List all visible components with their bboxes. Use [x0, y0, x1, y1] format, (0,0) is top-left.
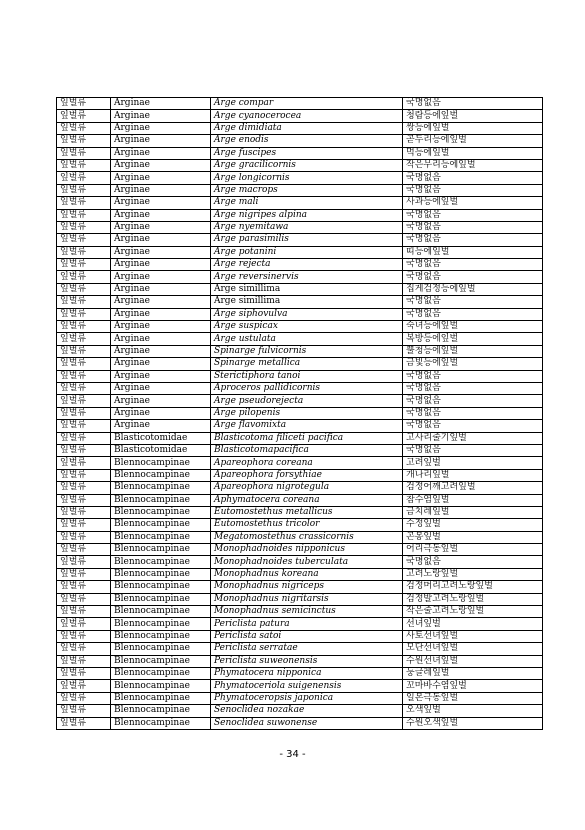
- korean-name-cell: 국명없음: [403, 172, 543, 184]
- korean-name-cell: 국명없음: [403, 444, 543, 456]
- table-row: [57, 457, 543, 469]
- species-name-cell: Aproceros pallidicornis: [211, 382, 403, 394]
- korean-name-cell: 개나리잎벌: [403, 469, 543, 481]
- species-name-cell: Monophadnoides nipponicus: [211, 544, 403, 556]
- group-cell: 잎벌류: [57, 457, 111, 469]
- table-row: [57, 98, 543, 110]
- species-name-cell: Arge nigripes alpina: [211, 209, 403, 221]
- species-name-cell: Eutomostethus tricolor: [211, 519, 403, 531]
- species-name-cell: Periclista patura: [211, 618, 403, 630]
- species-name-cell: Spinarge fulvicornis: [211, 345, 403, 357]
- subfamily-cell: Blennocampinae: [111, 692, 211, 704]
- table-row: [57, 593, 543, 605]
- korean-name-cell: 수정잎벌: [403, 519, 543, 531]
- subfamily-cell: Arginae: [111, 122, 211, 134]
- table-row: [57, 333, 543, 345]
- table-row: [57, 271, 543, 283]
- group-cell: 잎벌류: [57, 259, 111, 271]
- group-cell: 잎벌류: [57, 643, 111, 655]
- subfamily-cell: Blennocampinae: [111, 717, 211, 729]
- group-cell: 잎벌류: [57, 705, 111, 717]
- species-name-cell: Arge siphovulva: [211, 308, 403, 320]
- subfamily-cell: Arginae: [111, 407, 211, 419]
- subfamily-cell: Blennocampinae: [111, 544, 211, 556]
- species-name-cell: Eutomostethus metallicus: [211, 506, 403, 518]
- group-cell: 잎벌류: [57, 667, 111, 679]
- group-cell: 잎벌류: [57, 395, 111, 407]
- group-cell: 잎벌류: [57, 382, 111, 394]
- korean-name-cell: 뿔청등에잎벌: [403, 345, 543, 357]
- korean-name-cell: 국명없음: [403, 271, 543, 283]
- subfamily-cell: Arginae: [111, 246, 211, 258]
- table-row: [57, 667, 543, 679]
- group-cell: 잎벌류: [57, 407, 111, 419]
- group-cell: 잎벌류: [57, 296, 111, 308]
- table-row: [57, 221, 543, 233]
- korean-name-cell: 국명없음: [403, 234, 543, 246]
- subfamily-cell: Blennocampinae: [111, 506, 211, 518]
- species-name-cell: Arge ustulata: [211, 333, 403, 345]
- group-cell: 잎벌류: [57, 135, 111, 147]
- subfamily-cell: Arginae: [111, 197, 211, 209]
- species-name-cell: Arge cyanocerocea: [211, 110, 403, 122]
- species-name-cell: Monophadnus nigriceps: [211, 581, 403, 593]
- subfamily-cell: Blennocampinae: [111, 606, 211, 618]
- table-row: [57, 184, 543, 196]
- korean-name-cell: 사과등에잎벌: [403, 197, 543, 209]
- group-cell: 잎벌류: [57, 159, 111, 171]
- group-cell: 잎벌류: [57, 370, 111, 382]
- species-name-cell: Periclista suweonensis: [211, 655, 403, 667]
- table-row: [57, 246, 543, 258]
- subfamily-cell: Arginae: [111, 382, 211, 394]
- species-name-cell: Arge compar: [211, 98, 403, 110]
- subfamily-cell: Arginae: [111, 172, 211, 184]
- subfamily-cell: Blasticotomidae: [111, 444, 211, 456]
- species-name-cell: Arge dimidiata: [211, 122, 403, 134]
- korean-name-cell: 수원선녀잎벌: [403, 655, 543, 667]
- group-cell: 잎벌류: [57, 519, 111, 531]
- subfamily-cell: Arginae: [111, 221, 211, 233]
- subfamily-cell: Arginae: [111, 271, 211, 283]
- species-table: [56, 97, 543, 730]
- subfamily-cell: Blennocampinae: [111, 581, 211, 593]
- group-cell: 잎벌류: [57, 122, 111, 134]
- group-cell: 잎벌류: [57, 271, 111, 283]
- table-row: [57, 544, 543, 556]
- korean-name-cell: 먹등에잎벌: [403, 147, 543, 159]
- species-name-cell: Aphymatocera coreana: [211, 494, 403, 506]
- group-cell: 잎벌류: [57, 246, 111, 258]
- table-row: [57, 519, 543, 531]
- korean-name-cell: 꼬마바수염잎벌: [403, 680, 543, 692]
- korean-name-cell: 곤봉잎벌: [403, 531, 543, 543]
- subfamily-cell: Arginae: [111, 147, 211, 159]
- species-name-cell: Arge reversinervis: [211, 271, 403, 283]
- subfamily-cell: Arginae: [111, 110, 211, 122]
- subfamily-cell: Arginae: [111, 234, 211, 246]
- subfamily-cell: Arginae: [111, 98, 211, 110]
- subfamily-cell: Arginae: [111, 184, 211, 196]
- subfamily-cell: Blennocampinae: [111, 519, 211, 531]
- korean-name-cell: 숙녀등에잎벌: [403, 321, 543, 333]
- korean-name-cell: 작은무리등에잎벌: [403, 159, 543, 171]
- group-cell: 잎벌류: [57, 345, 111, 357]
- species-name-cell: Arge flavomixta: [211, 420, 403, 432]
- group-cell: 잎벌류: [57, 444, 111, 456]
- korean-name-cell: 국명없음: [403, 420, 543, 432]
- korean-name-cell: 모단선녀잎벌: [403, 643, 543, 655]
- korean-name-cell: 선녀잎벌: [403, 618, 543, 630]
- table-row: [57, 482, 543, 494]
- species-name-cell: Spinarge metallica: [211, 358, 403, 370]
- species-name-cell: Senoclidea nozakae: [211, 705, 403, 717]
- table-row: [57, 705, 543, 717]
- subfamily-cell: Blennocampinae: [111, 667, 211, 679]
- group-cell: 잎벌류: [57, 469, 111, 481]
- korean-name-cell: 일본극동잎벌: [403, 692, 543, 704]
- species-name-cell: Monophadnoides tuberculata: [211, 556, 403, 568]
- species-name-cell: Apareophora nigrotegula: [211, 482, 403, 494]
- table-row: [57, 135, 543, 147]
- subfamily-cell: Arginae: [111, 159, 211, 171]
- table-row: [57, 630, 543, 642]
- group-cell: 잎벌류: [57, 98, 111, 110]
- korean-name-cell: 국명없음: [403, 98, 543, 110]
- subfamily-cell: Arginae: [111, 296, 211, 308]
- subfamily-cell: Blennocampinae: [111, 630, 211, 642]
- group-cell: 잎벌류: [57, 308, 111, 320]
- subfamily-cell: Blennocampinae: [111, 494, 211, 506]
- group-cell: 잎벌류: [57, 717, 111, 729]
- subfamily-cell: Arginae: [111, 395, 211, 407]
- group-cell: 잎벌류: [57, 432, 111, 444]
- species-name-cell: Monophadnus nigritarsis: [211, 593, 403, 605]
- subfamily-cell: Blennocampinae: [111, 457, 211, 469]
- table-row: [57, 159, 543, 171]
- species-name-cell: Arge longicornis: [211, 172, 403, 184]
- korean-name-cell: 국명없음: [403, 209, 543, 221]
- subfamily-cell: Blennocampinae: [111, 531, 211, 543]
- korean-name-cell: 국명없음: [403, 370, 543, 382]
- table-row: [57, 234, 543, 246]
- table-row: [57, 345, 543, 357]
- table-row: [57, 531, 543, 543]
- species-name-cell: Arge pseudorejecta: [211, 395, 403, 407]
- species-name-cell: Arge gracilicornis: [211, 159, 403, 171]
- subfamily-cell: Arginae: [111, 308, 211, 320]
- species-name-cell: Arge mali: [211, 197, 403, 209]
- group-cell: 잎벌류: [57, 606, 111, 618]
- group-cell: 잎벌류: [57, 110, 111, 122]
- table-row: [57, 643, 543, 655]
- table-row: [57, 197, 543, 209]
- korean-name-cell: 검정어깨고려잎벌: [403, 482, 543, 494]
- subfamily-cell: Blennocampinae: [111, 618, 211, 630]
- group-cell: 잎벌류: [57, 680, 111, 692]
- korean-name-cell: 국명없음: [403, 221, 543, 233]
- korean-name-cell: 금치레잎벌: [403, 506, 543, 518]
- species-name-cell: Phymatoceriola suigenensis: [211, 680, 403, 692]
- table-row: [57, 469, 543, 481]
- subfamily-cell: Arginae: [111, 370, 211, 382]
- species-name-cell: Arge potanini: [211, 246, 403, 258]
- species-table-body: [57, 98, 543, 730]
- species-name-cell: Sterictiphora tanoi: [211, 370, 403, 382]
- korean-name-cell: 쌍등에잎벌: [403, 122, 543, 134]
- korean-name-cell: 국명없음: [403, 382, 543, 394]
- group-cell: 잎벌류: [57, 544, 111, 556]
- subfamily-cell: Arginae: [111, 259, 211, 271]
- species-name-cell: Arge macrops: [211, 184, 403, 196]
- korean-name-cell: 고려노랑잎벌: [403, 568, 543, 580]
- species-name-cell: Apareophora coreana: [211, 457, 403, 469]
- table-row: [57, 692, 543, 704]
- species-name-cell: Periclista satoi: [211, 630, 403, 642]
- group-cell: 잎벌류: [57, 221, 111, 233]
- table-row: [57, 308, 543, 320]
- korean-name-cell: 참수염잎벌: [403, 494, 543, 506]
- subfamily-cell: Blennocampinae: [111, 593, 211, 605]
- table-row: [57, 296, 543, 308]
- species-name-cell: Phymatoceropsis japonica: [211, 692, 403, 704]
- subfamily-cell: Blennocampinae: [111, 469, 211, 481]
- group-cell: 잎벌류: [57, 568, 111, 580]
- korean-name-cell: 국명없음: [403, 308, 543, 320]
- korean-name-cell: 국명없음: [403, 259, 543, 271]
- species-name-cell: Arge suspicax: [211, 321, 403, 333]
- group-cell: 잎벌류: [57, 556, 111, 568]
- group-cell: 잎벌류: [57, 420, 111, 432]
- species-name-cell: Arge fuscipes: [211, 147, 403, 159]
- table-row: [57, 370, 543, 382]
- group-cell: 잎벌류: [57, 655, 111, 667]
- subfamily-cell: Arginae: [111, 135, 211, 147]
- subfamily-cell: Blennocampinae: [111, 680, 211, 692]
- subfamily-cell: Blennocampinae: [111, 568, 211, 580]
- group-cell: 잎벌류: [57, 482, 111, 494]
- subfamily-cell: Blennocampinae: [111, 655, 211, 667]
- table-row: [57, 506, 543, 518]
- korean-name-cell: 검정머리고려노랑잎벌: [403, 581, 543, 593]
- subfamily-cell: Arginae: [111, 358, 211, 370]
- subfamily-cell: Blennocampinae: [111, 705, 211, 717]
- korean-name-cell: 검정발고려노랑잎벌: [403, 593, 543, 605]
- subfamily-cell: Blennocampinae: [111, 556, 211, 568]
- subfamily-cell: Blasticotomidae: [111, 432, 211, 444]
- table-row: [57, 581, 543, 593]
- group-cell: 잎벌류: [57, 172, 111, 184]
- group-cell: 잎벌류: [57, 333, 111, 345]
- table-row: [57, 606, 543, 618]
- table-row: [57, 395, 543, 407]
- table-row: [57, 358, 543, 370]
- subfamily-cell: Arginae: [111, 345, 211, 357]
- korean-name-cell: 국명없음: [403, 407, 543, 419]
- korean-name-cell: 국명없음: [403, 395, 543, 407]
- table-row: [57, 209, 543, 221]
- table-row: [57, 259, 543, 271]
- korean-name-cell: 오색잎벌: [403, 705, 543, 717]
- species-name-cell: Arge nyemitawa: [211, 221, 403, 233]
- group-cell: 잎벌류: [57, 358, 111, 370]
- table-row: [57, 147, 543, 159]
- group-cell: 잎벌류: [57, 494, 111, 506]
- korean-name-cell: 고려잎벌: [403, 457, 543, 469]
- korean-name-cell: 집게검정등에잎벌: [403, 283, 543, 295]
- group-cell: 잎벌류: [57, 234, 111, 246]
- subfamily-cell: Blennocampinae: [111, 643, 211, 655]
- species-name-cell: Arge pilopenis: [211, 407, 403, 419]
- group-cell: 잎벌류: [57, 197, 111, 209]
- group-cell: 잎벌류: [57, 321, 111, 333]
- korean-name-cell: 국명없음: [403, 184, 543, 196]
- korean-name-cell: 어리극동잎벌: [403, 544, 543, 556]
- subfamily-cell: Arginae: [111, 209, 211, 221]
- korean-name-cell: 곧두리등에잎벌: [403, 135, 543, 147]
- table-row: [57, 321, 543, 333]
- table-row: [57, 432, 543, 444]
- species-name-cell: Monophadnus koreana: [211, 568, 403, 580]
- group-cell: 잎벌류: [57, 618, 111, 630]
- subfamily-cell: Arginae: [111, 333, 211, 345]
- korean-name-cell: 고사리줄기잎벌: [403, 432, 543, 444]
- group-cell: 잎벌류: [57, 581, 111, 593]
- group-cell: 잎벌류: [57, 531, 111, 543]
- table-row: [57, 618, 543, 630]
- species-name-cell: Arge parasimilis: [211, 234, 403, 246]
- korean-name-cell: 띠등에잎벌: [403, 246, 543, 258]
- table-row: [57, 172, 543, 184]
- table-row: [57, 717, 543, 729]
- group-cell: 잎벌류: [57, 593, 111, 605]
- korean-name-cell: 청람등에잎벌: [403, 110, 543, 122]
- subfamily-cell: Blennocampinae: [111, 482, 211, 494]
- group-cell: 잎벌류: [57, 184, 111, 196]
- korean-name-cell: 금빛등에잎벌: [403, 358, 543, 370]
- group-cell: 잎벌류: [57, 209, 111, 221]
- species-name-cell: Arge simillima: [211, 283, 403, 295]
- korean-name-cell: 복방등에잎벌: [403, 333, 543, 345]
- korean-name-cell: 국명없음: [403, 556, 543, 568]
- korean-name-cell: 둥글레잎벌: [403, 667, 543, 679]
- group-cell: 잎벌류: [57, 692, 111, 704]
- species-name-cell: Apareophora forsythiae: [211, 469, 403, 481]
- table-row: [57, 420, 543, 432]
- species-name-cell: Blasticotomapacifica: [211, 444, 403, 456]
- table-row: [57, 494, 543, 506]
- group-cell: 잎벌류: [57, 630, 111, 642]
- species-name-cell: Blasticotoma filiceti pacifica: [211, 432, 403, 444]
- korean-name-cell: 국명없음: [403, 296, 543, 308]
- group-cell: 잎벌류: [57, 147, 111, 159]
- species-name-cell: Arge simillima: [211, 296, 403, 308]
- subfamily-cell: Arginae: [111, 283, 211, 295]
- table-row: [57, 556, 543, 568]
- subfamily-cell: Arginae: [111, 420, 211, 432]
- korean-name-cell: 작은줄고려노랑잎벌: [403, 606, 543, 618]
- group-cell: 잎벌류: [57, 506, 111, 518]
- subfamily-cell: Arginae: [111, 321, 211, 333]
- species-name-cell: Arge rejecta: [211, 259, 403, 271]
- species-name-cell: Monophadnus semicinctus: [211, 606, 403, 618]
- table-row: [57, 655, 543, 667]
- group-cell: 잎벌류: [57, 283, 111, 295]
- species-name-cell: Arge enodis: [211, 135, 403, 147]
- table-row: [57, 122, 543, 134]
- table-row: [57, 444, 543, 456]
- korean-name-cell: 수원오색잎벌: [403, 717, 543, 729]
- species-name-cell: Periclista serratae: [211, 643, 403, 655]
- species-name-cell: Senoclidea suwonense: [211, 717, 403, 729]
- table-row: [57, 382, 543, 394]
- table-row: [57, 568, 543, 580]
- species-name-cell: Phymatocera nipponica: [211, 667, 403, 679]
- page-number: - 34 -: [279, 749, 306, 760]
- table-row: [57, 680, 543, 692]
- table-row: [57, 283, 543, 295]
- korean-name-cell: 사토선녀잎벌: [403, 630, 543, 642]
- table-row: [57, 110, 543, 122]
- table-row: [57, 407, 543, 419]
- species-name-cell: Megatomostethus crassicornis: [211, 531, 403, 543]
